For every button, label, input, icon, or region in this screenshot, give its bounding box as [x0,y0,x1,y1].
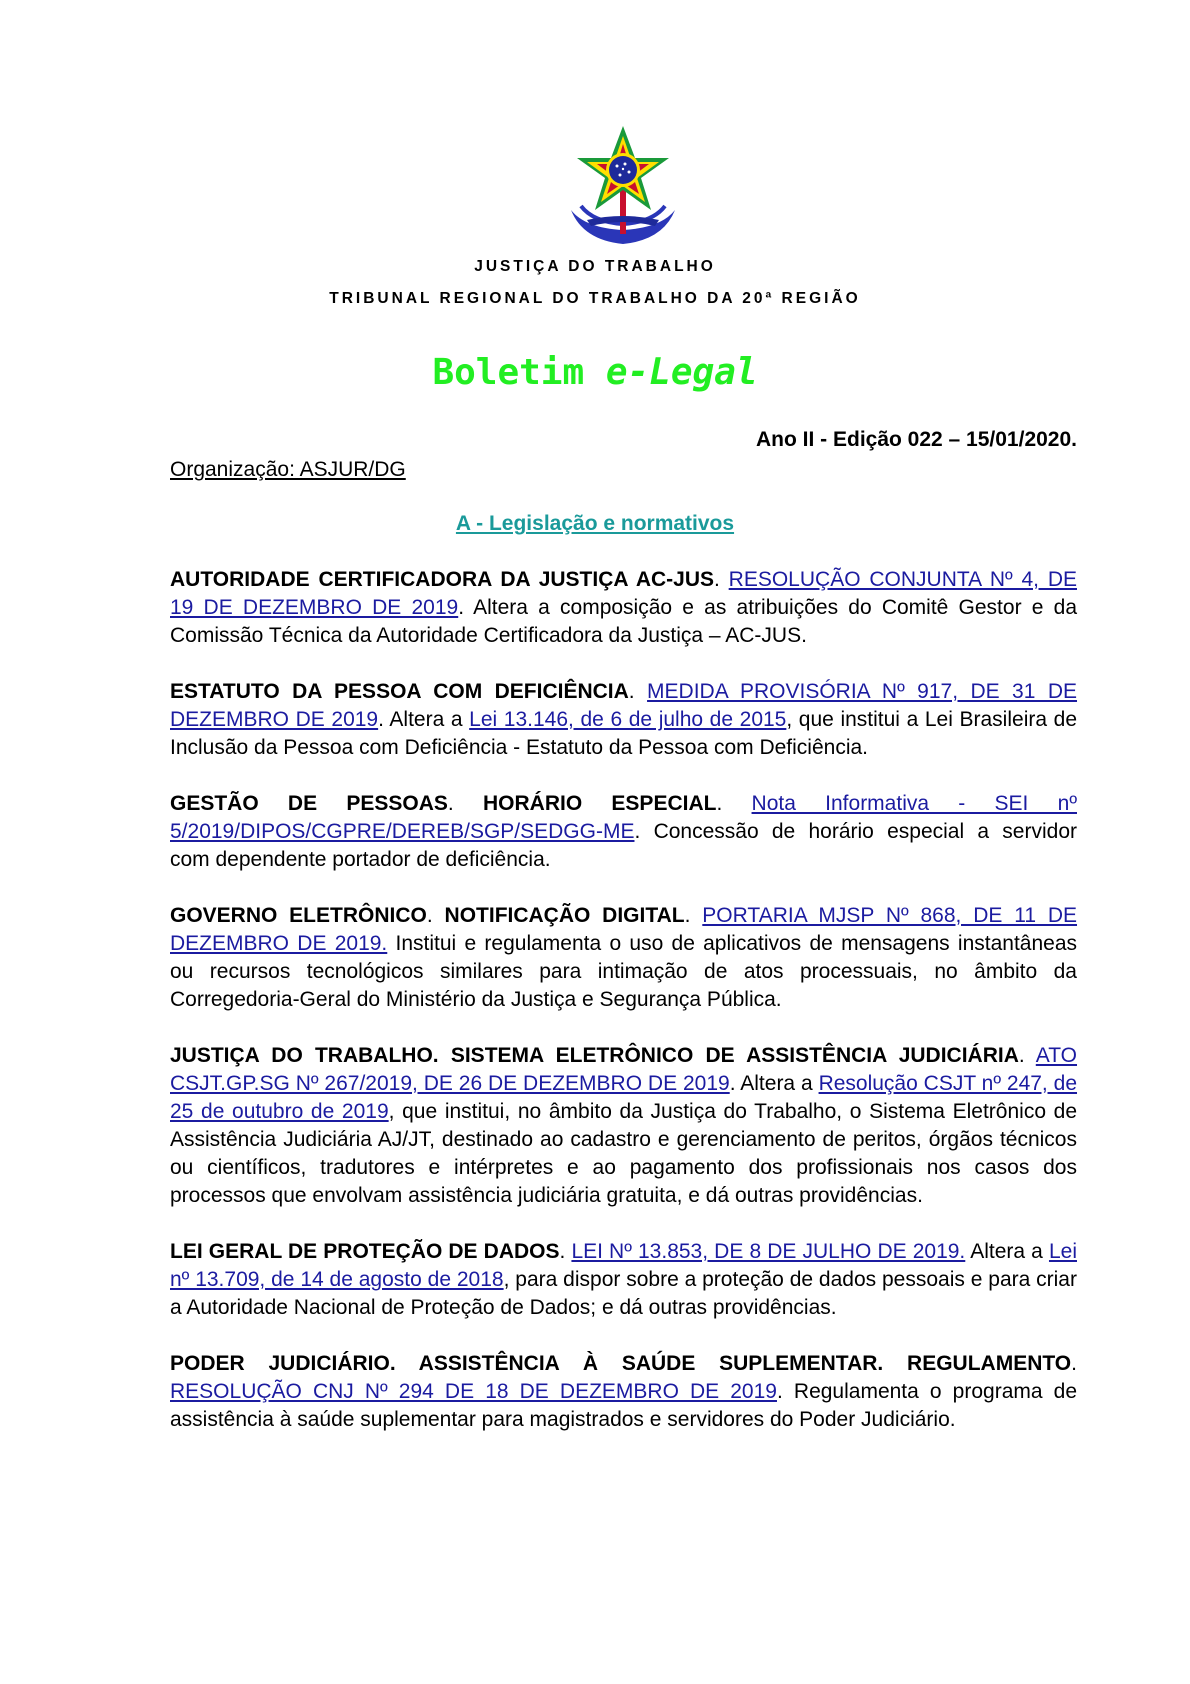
coat-of-arms-emblem [563,122,683,246]
entry-text: Institui e regulamenta o uso de aplicativos de mensagens instantâneas ou recursos tecnológicos similares para intimação de atos processuais, no âmbito da Corregedoria-Geral do Ministério da Justiça e Segurança Pública. [170,932,1077,1011]
entry-link[interactable]: PORTARIA MJSP Nº 868, DE 11 DE DEZEMBRO DE 2019. [170,904,1078,955]
entry-text: Altera a [965,1240,1049,1263]
entry-topic: GESTÃO DE PESSOAS [170,792,448,815]
entry-estatuto-deficiencia [170,678,1077,762]
entry-subtopic: HORÁRIO ESPECIAL [483,792,717,815]
entry-text: , para dispor sobre a proteção de dados pessoais e para criar a Autoridade Nacional de Proteção de Dados; e dá outras providências. [170,1268,1077,1319]
title-part-boletim: Boletim [432,352,606,393]
entry-lgpd [170,1238,1077,1322]
entry-ac-jus [170,566,1077,650]
entry-separator: . [1071,1352,1077,1375]
entry-link[interactable]: ATO CSJT.GP.SG Nº 267/2019, DE 26 DE DEZEMBRO DE 2019 [170,1044,1078,1095]
entry-link[interactable]: MEDIDA PROVISÓRIA Nº 917, DE 31 DE DEZEMBRO DE 2019 [170,680,1078,731]
entry-topic: PODER JUDICIÁRIO. ASSISTÊNCIA À SAÚDE SUPLEMENTAR. REGULAMENTO [170,1352,1072,1375]
entry-separator: . [716,792,752,815]
bulletin-title [0,352,1190,393]
section-title: A - Legislação e normativos [455,512,735,535]
entry-topic: ESTATUTO DA PESSOA COM DEFICIÊNCIA [170,680,629,703]
entry-governo-eletronico [170,902,1077,1014]
entry-text: . Concessão de horário especial a servidor com dependente portador de deficiência. [170,820,1077,871]
entry-separator: . [447,792,483,815]
entry-gestao-pessoas [170,790,1077,874]
entry-separator: . [559,1240,572,1263]
entry-topic: GOVERNO ELETRÔNICO [170,904,427,927]
header-line-tribunal: TRIBUNAL REGIONAL DO TRABALHO DA 20ª REGIÃO [329,290,861,307]
entries-list [170,566,1077,1462]
entry-text: . Altera a composição e as atribuições do Comitê Gestor e da Comissão Técnica da Autoridade Certificadora da Justiça – AC-JUS. [170,596,1078,647]
entry-separator: . [628,680,648,703]
entry-separator: . [714,568,729,591]
entry-link[interactable]: Nota Informativa - SEI nº 5/2019/DIPOS/CGPRE/DEREB/SGP/SEDGG-ME [170,792,1077,843]
entry-justica-trabalho [170,1042,1077,1210]
entry-separator: . [426,904,445,927]
entry-text: , que institui a Lei Brasileira de Inclusão da Pessoa com Deficiência - Estatuto da Pessoa com Deficiência. [170,708,1077,759]
entry-text: . Altera a [729,1072,819,1095]
entry-link-secondary[interactable]: Lei nº 13.709, de 14 de agosto de 2018 [170,1240,1077,1291]
title-part-elegal: e-Legal [605,352,758,393]
entry-link[interactable]: LEI Nº 13.853, DE 8 DE JULHO DE 2019. [571,1240,966,1263]
entry-topic: LEI GERAL DE PROTEÇÃO DE DADOS [170,1240,560,1263]
entry-topic: AUTORIDADE CERTIFICADORA DA JUSTIÇA AC-JUS [170,568,714,591]
entry-text: . Altera a [378,708,470,731]
entry-poder-judiciario [170,1350,1077,1434]
header-line-justica-do-trabalho: JUSTIÇA DO TRABALHO [474,258,716,275]
entry-text: . Regulamenta o programa de assistência à saúde suplementar para magistrados e servidores do Poder Judiciário. [170,1380,1078,1431]
entry-link[interactable]: RESOLUÇÃO CONJUNTA Nº 4, DE 19 DE DEZEMBRO DE 2019 [170,568,1077,619]
entry-topic: JUSTIÇA DO TRABALHO. SISTEMA ELETRÔNICO DE ASSISTÊNCIA JUDICIÁRIA [170,1044,1019,1067]
entry-link-secondary[interactable]: Resolução CSJT nº 247, de 25 de outubro de 2019 [170,1072,1078,1123]
entry-text: , que institui, no âmbito da Justiça do Trabalho, o Sistema Eletrônico de Assistência Judiciária AJ/JT, destinado ao cadastro e gerenciamento de peritos, órgãos técnicos ou científicos, tradutores e intérpretes e ao pagamento dos profissionais nos casos dos processos que envolvam assistência judiciária gratuita, e dá outras providências. [170,1100,1078,1207]
entry-separator: . [684,904,703,927]
organizer-info: Organização: ASJUR/DG [170,458,406,481]
entry-link[interactable]: RESOLUÇÃO CNJ Nº 294 DE 18 DE DEZEMBRO DE 2019 [170,1380,777,1403]
entry-link-secondary[interactable]: Lei 13.146, de 6 de julho de 2015 [469,708,787,731]
entry-separator: . [1018,1044,1036,1067]
edition-info: Ano II - Edição 022 – 15/01/2020. [756,428,1077,451]
entry-subtopic: NOTIFICAÇÃO DIGITAL [444,904,685,927]
